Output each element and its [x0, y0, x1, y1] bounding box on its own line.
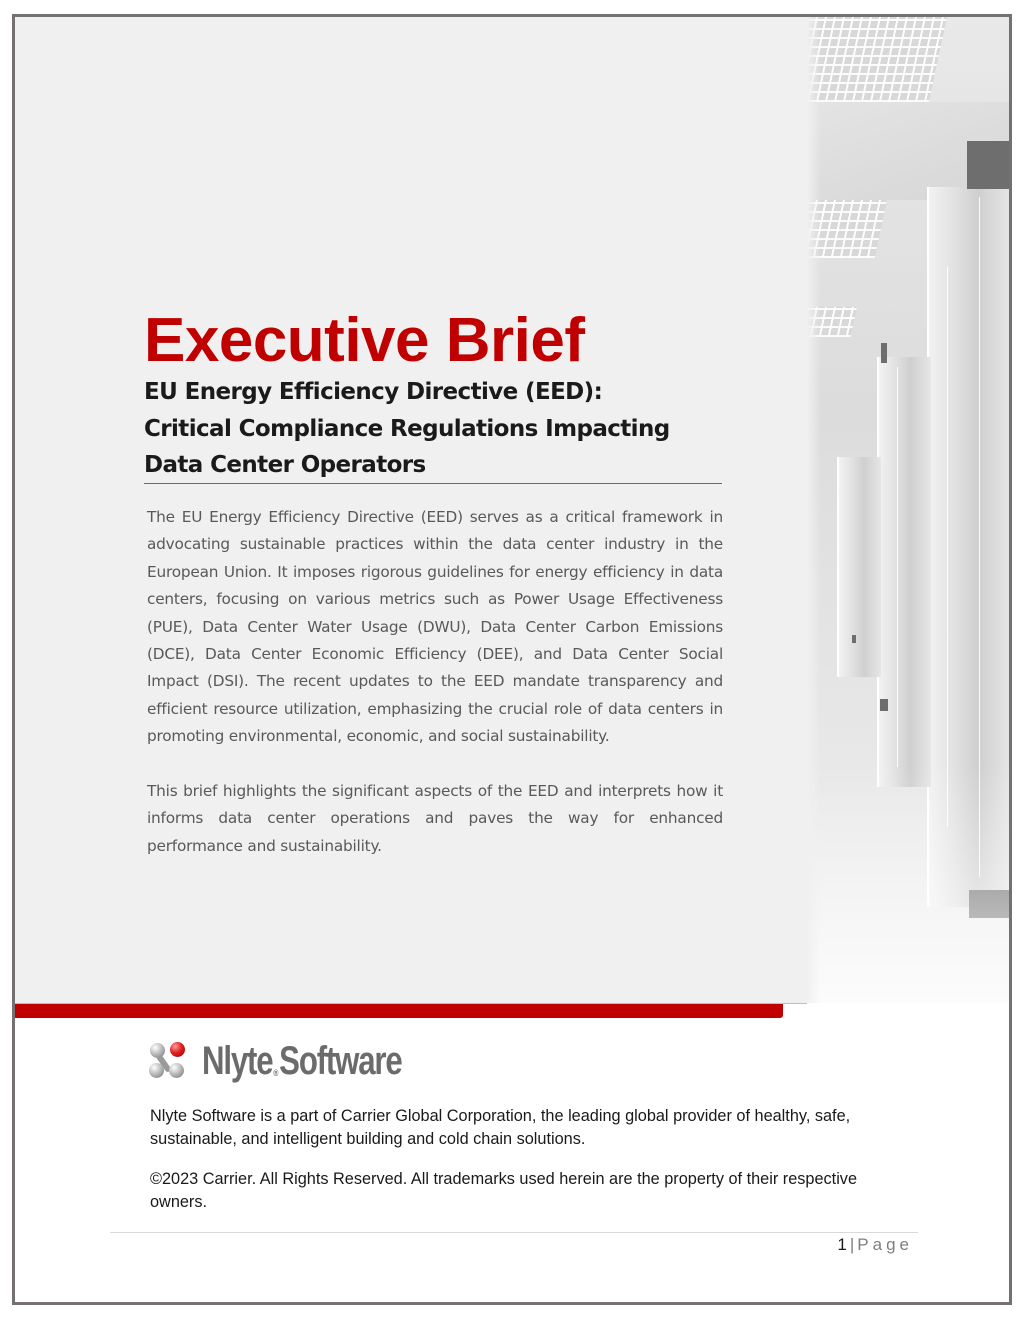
- copyright-notice: ©2023 Carrier. All Rights Reserved. All trademarks used herein are the property of their respective owners.: [150, 1170, 858, 1211]
- server-room-image: [807, 17, 1009, 1003]
- server-rack: [877, 357, 931, 787]
- intro-paragraph: The EU Energy Efficiency Directive (EED) serves as a critical framework in advocating sustainable practices within the data center industry in the European Union. It imposes rigorous guidelines for energy efficiency in data centers, focusing on various metrics such as Power Usage Effectiveness (PUE), Data Center Water Usage (DWU), Data Center Carbon Emissions (DCE), Data Center Economic Efficiency (DEE), and Data Center Social Impact (DSI). The recent updates to the EED mandate transparency and efficient resource utilization, emphasizing the crucial role of data centers in promoting environmental, economic, and social sustainability.: [147, 508, 723, 746]
- floor-reflection: [807, 763, 1009, 1003]
- accent-bar: [15, 1004, 783, 1018]
- logo-brand-left: Nlyte: [202, 1038, 273, 1083]
- logo-wordmark: [202, 1039, 402, 1084]
- page-number: [837, 1235, 913, 1255]
- company-about: Nlyte Software is a part of Carrier Global Corporation, the leading global provider of healthy, safe, sustainable, and intelligent building and cold chain solutions.: [150, 1107, 851, 1148]
- molecule-ball: [150, 1043, 165, 1058]
- title-divider: [144, 483, 722, 484]
- subtitle-line: Data Center Operators: [144, 452, 426, 478]
- nlyte-logo: [148, 1036, 458, 1086]
- cover-panel: [15, 17, 807, 1004]
- nlyte-molecule-icon: [148, 1041, 188, 1081]
- subtitle-line: Critical Compliance Regulations Impacting: [144, 415, 670, 442]
- registered-mark: ®: [273, 1067, 279, 1078]
- subtitle-line: EU Energy Efficiency Directive (EED):: [144, 379, 603, 405]
- image-fade: [807, 17, 821, 1003]
- footer-divider: [110, 1232, 918, 1233]
- page-separator: |: [849, 1235, 855, 1254]
- server-rack-top: [967, 141, 1009, 189]
- server-rack: [837, 457, 881, 677]
- server-rack-base: [852, 635, 856, 643]
- summary-paragraph: This brief highlights the significant aspects of the EED and interprets how it informs data center operations and paves the way for enhanced performance and sustainability.: [147, 782, 723, 855]
- ceiling-light-panel: [807, 17, 947, 102]
- molecule-ball-red: [170, 1042, 185, 1057]
- rack-door-edge: [947, 267, 948, 827]
- server-rack-base: [880, 699, 888, 711]
- logo-brand-right: Software: [279, 1038, 402, 1083]
- molecule-ball: [169, 1063, 184, 1078]
- server-rack-top: [881, 343, 887, 363]
- page-number-value: 1: [837, 1235, 847, 1254]
- molecule-ball: [149, 1063, 164, 1078]
- rack-door-edge: [897, 367, 898, 767]
- page-subtitle: [144, 374, 744, 484]
- page-label: Page: [857, 1235, 913, 1254]
- document-page: [12, 14, 1012, 1305]
- page-title: Executive Brief: [144, 306, 585, 375]
